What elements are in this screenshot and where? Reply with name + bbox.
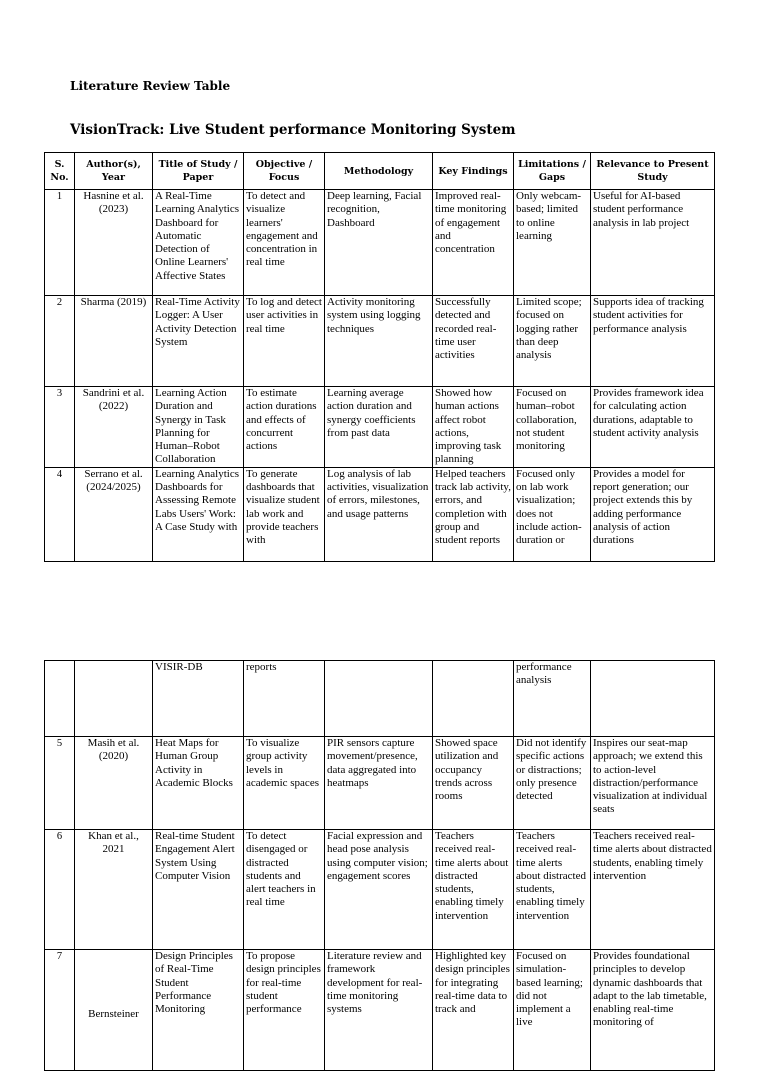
document-subtitle: VisionTrack: Live Student performance Monitoring System [70, 122, 516, 138]
header-objective: Objective / Focus [244, 153, 325, 190]
table-row [45, 950, 715, 1071]
row-title [153, 950, 244, 1071]
row-findings: Teachers received real-time alerts about distracted students, enabling timely intervention [433, 830, 514, 950]
cell-text: Log analysis of lab activities, visualization of errors, milestones, and usage patterns [327, 467, 429, 520]
row-title: Heat Maps for Human Group Activity in Academic Blocks [153, 737, 244, 830]
row-objective: To estimate action durations and effects of concurrent actions [244, 387, 325, 468]
header-serial-no: S. No. [45, 153, 75, 190]
cell-text: Learning Analytics Dashboards for Assessing Remote Labs Users' Work: A Case Study with [155, 467, 240, 533]
row-findings [433, 661, 514, 737]
row-methodology [325, 467, 433, 561]
row-methodology: Deep learning, Facial recognition, Dashboard [325, 190, 433, 296]
row-objective: To visualize group activity levels in academic spaces [244, 737, 325, 830]
row-serial-no: 3 [45, 387, 75, 468]
table-header-row [45, 153, 715, 190]
table-row [45, 296, 715, 387]
header-limitations: Limitations / Gaps [514, 153, 591, 190]
row-limitations [514, 467, 591, 561]
row-findings: Improved real-time monitoring of engagement and concentration [433, 190, 514, 296]
row-author: Serrano et al. (2024/2025) [75, 467, 153, 561]
row-author [75, 950, 153, 1071]
cell-text: To propose design principles for real-time student performance [246, 950, 321, 1016]
table-row [45, 830, 715, 950]
row-findings: Showed how human actions affect robot actions, improving task planning [433, 387, 514, 468]
header-title-of-study: Title of Study / Paper [153, 153, 244, 190]
row-author: Sharma (2019) [75, 296, 153, 387]
row-objective [244, 467, 325, 561]
cell-text: Highlighted key design principles for integrating real-time data to track and [435, 950, 510, 1016]
row-author: Hasnine et al. (2023) [75, 190, 153, 296]
table-row [45, 737, 715, 830]
row-limitations: performance analysis [514, 661, 591, 737]
row-methodology: Facial expression and head pose analysis using computer vision; engagement scores [325, 830, 433, 950]
row-methodology: Learning average action duration and synergy coefficients from past data [325, 387, 433, 468]
row-serial-no: 6 [45, 830, 75, 950]
row-title: Learning Action Duration and Synergy in Task Planning for Human–Robot Collaboration [153, 387, 244, 468]
row-relevance [591, 661, 715, 737]
row-limitations: Focused on human–robot collaboration, not student monitoring [514, 387, 591, 468]
row-author: Sandrini et al. (2022) [75, 387, 153, 468]
row-findings [433, 950, 514, 1071]
row-limitations: Only webcam-based; limited to online learning [514, 190, 591, 296]
header-authors-year: Author(s), Year [75, 153, 153, 190]
row-author [75, 661, 153, 737]
header-relevance: Relevance to Present Study [591, 153, 715, 190]
row-relevance: Provides framework idea for calculating action durations, adaptable to student activity analysis [591, 387, 715, 468]
row-serial-no: 5 [45, 737, 75, 830]
cell-text: Design Principles of Real-Time Student Performance Monitoring [155, 950, 233, 1016]
row-serial-no [45, 661, 75, 737]
literature-review-table [44, 152, 715, 562]
row-relevance [591, 950, 715, 1071]
row-title: A Real-Time Learning Analytics Dashboard for Automatic Detection of Online Learners' Affective States [153, 190, 244, 296]
cell-text: Provides a model for report generation; our project extends this by adding performance analysis of action durations [593, 467, 693, 547]
row-objective [244, 950, 325, 1071]
table-row [45, 467, 715, 561]
row-methodology [325, 950, 433, 1071]
row-relevance: Useful for AI-based student performance analysis in lab project [591, 190, 715, 296]
literature-review-table-continued [44, 660, 715, 1071]
cell-text: Literature review and framework development for real-time monitoring systems [327, 950, 423, 1016]
row-serial-no: 4 [45, 467, 75, 561]
row-title: VISIR-DB [153, 661, 244, 737]
row-limitations: Teachers received real-time alerts about distracted students, enabling timely intervention [514, 830, 591, 950]
header-key-findings: Key Findings [433, 153, 514, 190]
row-author: Masih et al. (2020) [75, 737, 153, 830]
row-serial-no: 7 [45, 950, 75, 1071]
row-methodology: PIR sensors capture movement/presence, data aggregated into heatmaps [325, 737, 433, 830]
row-objective: reports [244, 661, 325, 737]
document-title: Literature Review Table [70, 79, 231, 93]
cell-text: To generate dashboards that visualize student lab work and provide teachers with [246, 467, 320, 547]
row-limitations: Did not identify specific actions or distractions; only presence detected [514, 737, 591, 830]
cell-text: Helped teachers track lab activity, errors, and completion with group and student reports [435, 467, 511, 547]
row-findings: Showed space utilization and occupancy trends across rooms [433, 737, 514, 830]
cell-text: Provides foundational principles to develop dynamic dashboards that adapt to the lab timetable, enabling real-time monitoring of [593, 950, 707, 1029]
table-row [45, 387, 715, 468]
row-methodology: Activity monitoring system using logging techniques [325, 296, 433, 387]
row-findings: Successfully detected and recorded real-time user activities [433, 296, 514, 387]
row-methodology [325, 661, 433, 737]
row-relevance [591, 467, 715, 561]
row-limitations: Limited scope; focused on logging rather than deep analysis [514, 296, 591, 387]
table-row [45, 661, 715, 737]
row-limitations [514, 950, 591, 1071]
cell-text: Focused on simulation-based learning; did not implement a live [516, 950, 583, 1029]
header-methodology: Methodology [325, 153, 433, 190]
row-findings [433, 467, 514, 561]
row-title: Real-Time Activity Logger: A User Activity Detection System [153, 296, 244, 387]
row-title: Real-time Student Engagement Alert System Using Computer Vision [153, 830, 244, 950]
row-serial-no: 1 [45, 190, 75, 296]
cell-text: Bernsteiner [88, 1008, 139, 1020]
table-row [45, 190, 715, 296]
row-serial-no: 2 [45, 296, 75, 387]
row-objective: To detect disengaged or distracted students and alert teachers in real time [244, 830, 325, 950]
row-author: Khan et al., 2021 [75, 830, 153, 950]
row-relevance: Teachers received real-time alerts about distracted students, enabling timely intervention [591, 830, 715, 950]
row-title [153, 467, 244, 561]
cell-text: Focused only on lab work visualization; does not include action-duration or [516, 467, 582, 547]
row-objective: To log and detect user activities in real time [244, 296, 325, 387]
row-objective: To detect and visualize learners' engagement and concentration in real time [244, 190, 325, 296]
row-relevance: Supports idea of tracking student activities for performance analysis [591, 296, 715, 387]
row-relevance: Inspires our seat-map approach; we extend this to action-level distraction/performance visualization at individual seats [591, 737, 715, 830]
